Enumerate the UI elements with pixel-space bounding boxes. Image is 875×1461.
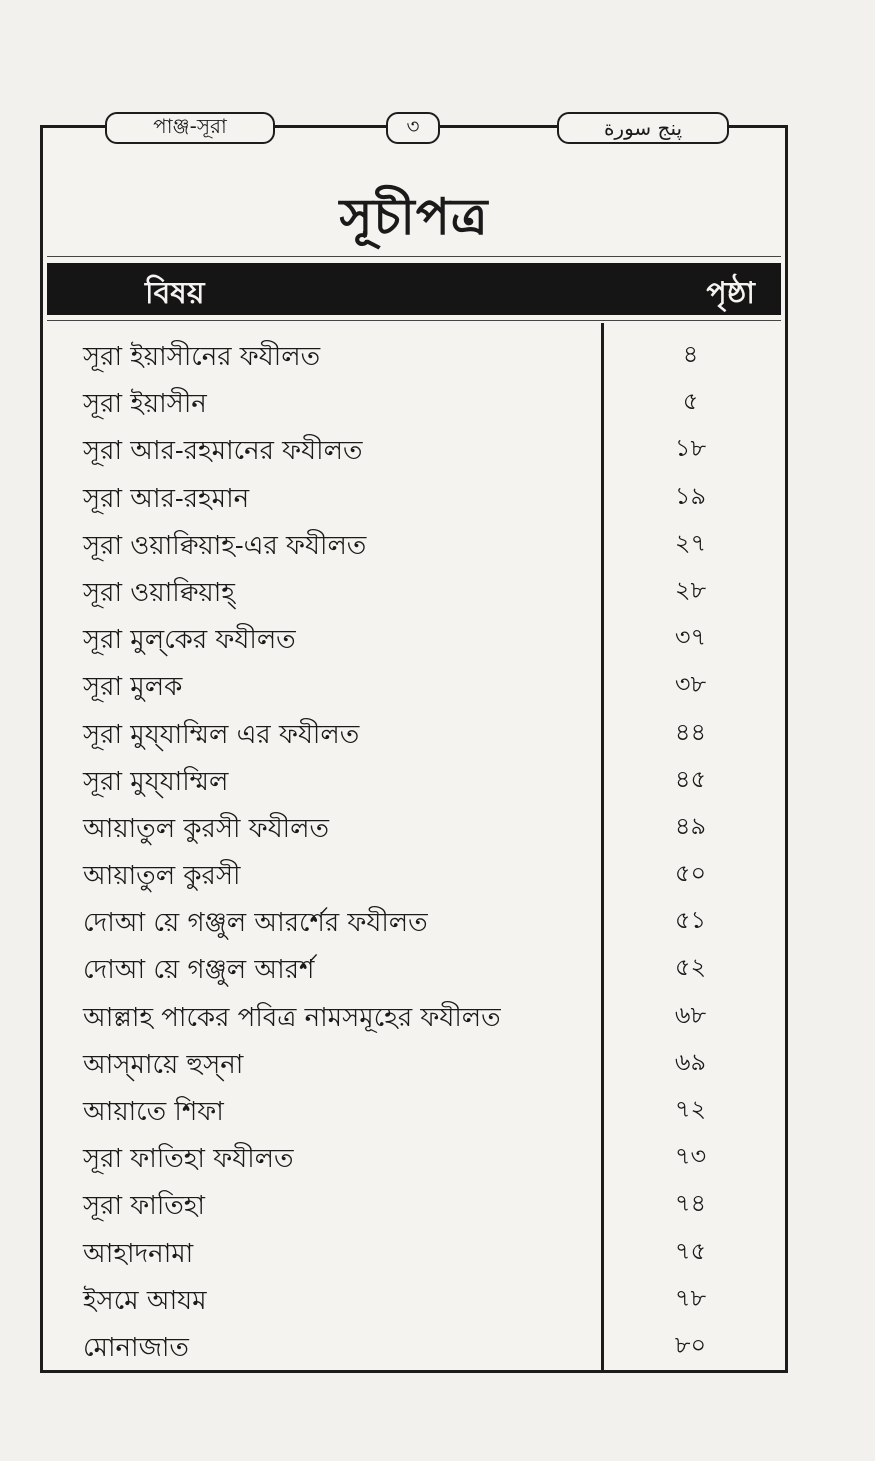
entry-page: ১৮ [674,434,707,463]
entry-topic: মোনাজাত [83,1332,189,1363]
entry-page: ৭৮ [674,1283,707,1312]
list-item [43,808,785,855]
list-item [43,336,785,383]
list-item [43,1138,785,1185]
entry-topic: আয়াতুল কুরসী ফযীলত [83,813,329,844]
entry-topic: আয়াতুল কুরসী [83,861,241,892]
entry-topic: দোআ য়ে গঞ্জুল আরর্শ [83,955,315,986]
list-item [43,949,785,996]
list-item [43,1044,785,1091]
entry-page: ৩৭ [674,623,707,652]
list-item [43,1327,785,1374]
list-item [43,666,785,713]
entry-page: ৭৪ [674,1189,707,1218]
list-item [43,1091,785,1138]
entry-topic: সূরা আর-রহমান [83,483,250,514]
entry-topic: সূরা ইয়াসীনের ফযীলত [83,342,321,372]
entry-page: ৬৯ [674,1047,707,1076]
entry-page: ২৮ [674,575,707,604]
entry-topic: ইসমে আযম [83,1285,207,1316]
entry-page: ৮০ [674,1330,707,1359]
entry-page: ৪৪ [674,717,707,746]
entry-page: ২৭ [674,528,707,557]
entry-topic: আল্লাহ পাকের পবিত্র নামসমূহের ফযীলত [83,1002,501,1033]
list-item [43,383,785,430]
entry-topic: আস্‌মায়ে হুস্‌না [83,1049,244,1080]
list-item [43,761,785,808]
page-number: ৩ [386,112,440,144]
entry-topic: সূরা মুলক [83,672,183,703]
entry-topic: সূরা ফাতিহা [83,1191,205,1222]
entry-topic: সূরা ওয়াক্বিয়াহ-এর ফযীলত [83,530,367,561]
divider [47,320,781,321]
entry-topic: আহাদনামা [83,1238,194,1269]
entry-topic: আয়াতে শিফা [83,1097,224,1127]
entry-page: ৫২ [674,953,707,982]
entry-page: ৭৩ [674,1142,707,1171]
entry-page: ৩৮ [674,670,707,699]
list-item [43,714,785,761]
entry-topic: সূরা ওয়াক্বিয়াহ্ [83,577,235,608]
entry-topic: সূরা আর-রহমানের ফযীলত [83,436,363,467]
list-item [43,997,785,1044]
entry-page: ৬৮ [674,1000,707,1029]
list-item [43,902,785,949]
entry-page: ১৯ [674,481,707,510]
list-item [43,619,785,666]
entry-topic: সূরা মুয্‌যাম্মিল [83,766,229,797]
entry-topic: সূরা ইয়াসীন [83,389,207,420]
contents-page [40,125,788,1373]
entry-page: ৭৫ [674,1236,707,1265]
entry-page: ৭২ [674,1095,707,1123]
table-header [47,263,781,315]
divider [47,256,781,257]
list-item [43,525,785,572]
header-page: পৃষ্ঠা [706,276,755,311]
entry-topic: সূরা মুল্‌কের ফযীলত [83,625,296,656]
entry-page: ৪৫ [674,764,707,793]
list-item [43,1185,785,1232]
entry-page: ৪ [682,340,699,368]
list-item [43,430,785,477]
entry-page: ৫১ [674,906,707,935]
book-title-bengali: পাঞ্জ-সূরা [105,112,275,144]
entry-page: ৫ [682,387,699,416]
entry-page: ৪৯ [674,811,707,840]
page-title: সূচীপত্র [339,187,489,246]
list-item [43,1280,785,1327]
entry-topic: দোআ য়ে গঞ্জুল আরর্শের ফযীলত [83,908,428,939]
list-item [43,478,785,525]
entry-page: ৫০ [674,859,707,888]
contents-list [43,336,785,1374]
entry-topic: সূরা মুয্‌যাম্মিল এর ফযীলত [83,719,360,750]
list-item [43,1233,785,1280]
header-topic: বিষয় [145,276,205,311]
list-item [43,855,785,902]
book-title-arabic: پنج سورة [557,112,729,144]
entry-topic: সূরা ফাতিহা ফযীলত [83,1144,294,1175]
list-item [43,572,785,619]
